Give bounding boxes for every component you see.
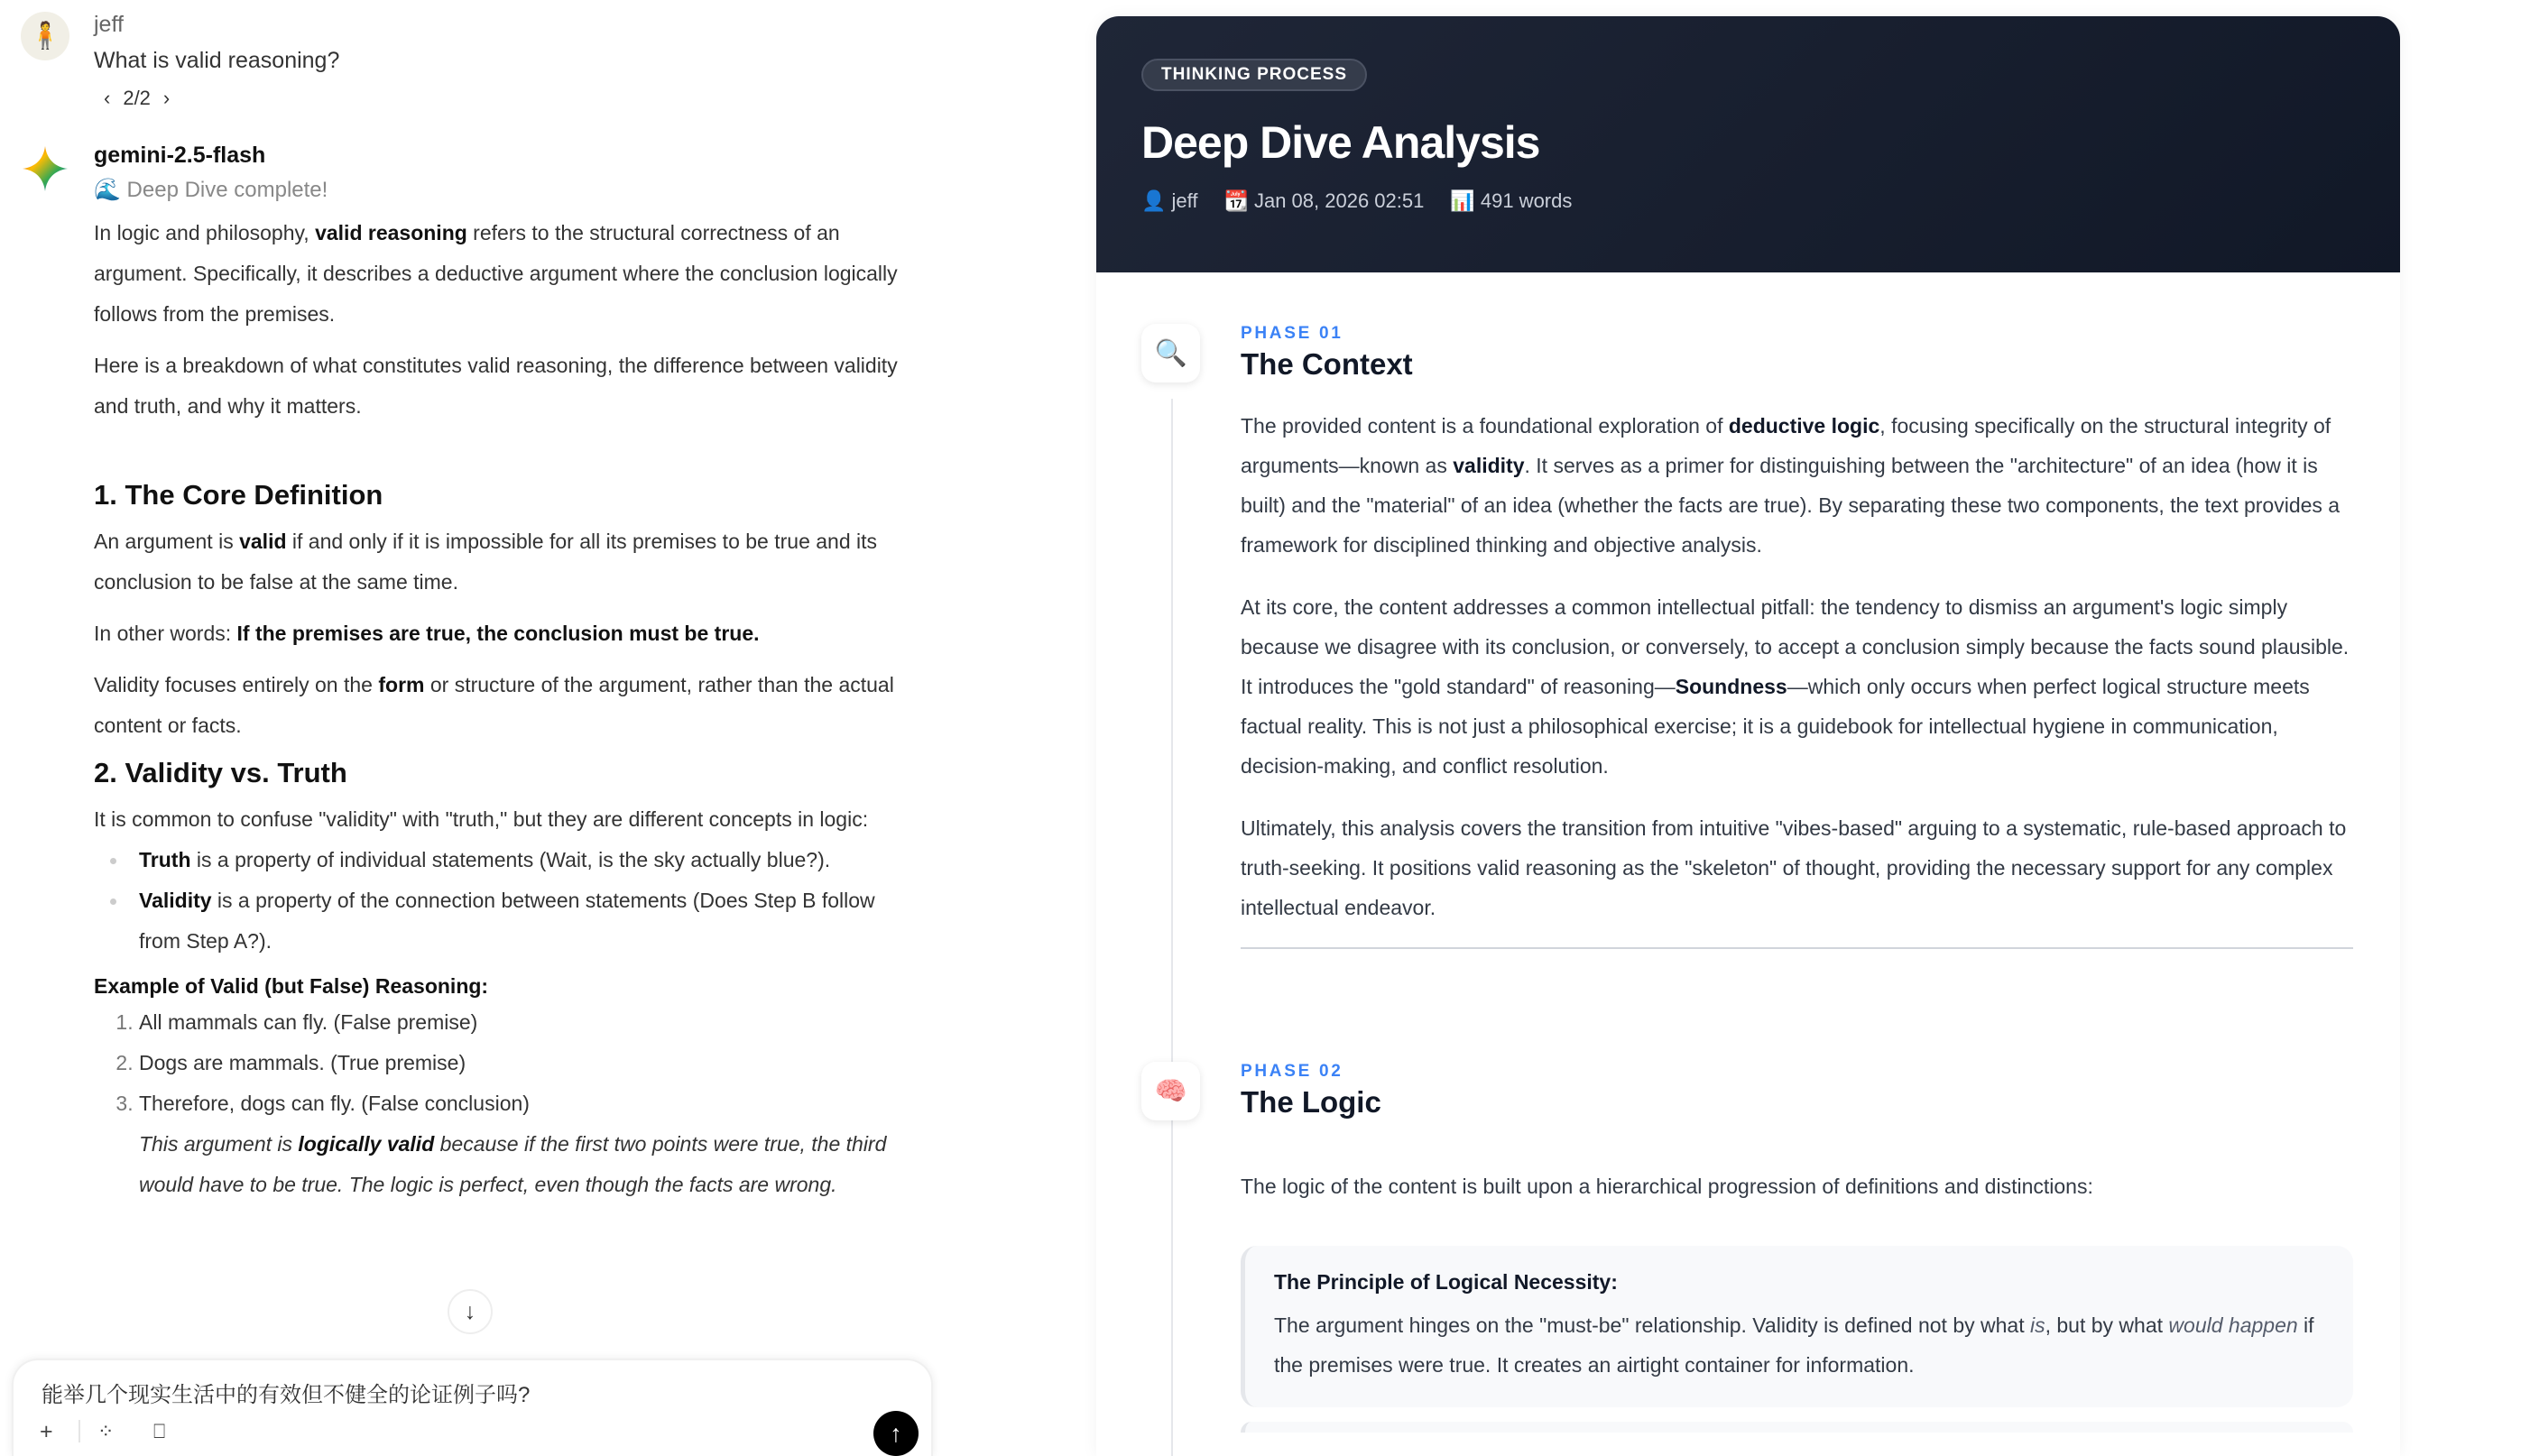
section-heading: 1. The Core Definition [94, 479, 383, 511]
paragraph [94, 613, 915, 654]
bold-text: If the premises are true, the conclusion must be true. [236, 622, 760, 645]
text-segment: , but by what [2045, 1313, 2169, 1337]
example-note [94, 1124, 915, 1205]
user-avatar-icon: 🧍 [21, 12, 69, 60]
text-segment: , focusing specifically on the structural integrity of arguments—known as [1241, 414, 2331, 477]
scroll-down-button[interactable] [448, 1289, 493, 1334]
section-heading: 2. Validity vs. Truth [94, 757, 347, 788]
paragraph [94, 799, 915, 840]
text-segment: . It serves as a primer for distinguishing between the "architecture" of an idea (how it is built) and the "material" of an idea (whether the facts are true). By separating these two components, the text provides a framework for disciplined thinking and objective analysis. [1241, 454, 2341, 557]
text-segment: if and only if it is impossible for all its premises to be true and its conclusion to be false at the same time. [94, 530, 878, 594]
text-segment: The provided content is a foundational exploration of [1241, 414, 1729, 438]
text-segment: Validity focuses entirely on the [94, 673, 379, 696]
message-composer [12, 1359, 933, 1456]
phase-title: The Logic [1241, 1085, 1381, 1119]
phase-title: The Context [1241, 347, 1413, 381]
text-segment: In other words: [94, 622, 237, 645]
arrow-down-icon: ↓ [464, 1298, 476, 1324]
date: 📆 Jan 08, 2026 02:51 [1223, 189, 1425, 212]
text-segment: is a property of the connection between statements (Does Step B follow from Step A?). [139, 889, 875, 953]
phase-label: PHASE 02 [1241, 1062, 1343, 1081]
bookmark-icon[interactable]: ⎕ [153, 1420, 166, 1442]
arrow-up-icon: ↑ [890, 1419, 902, 1447]
paragraph [1241, 406, 2353, 565]
bold-text: valid [239, 530, 287, 553]
brain-icon: 🧠 [1141, 1062, 1200, 1120]
bullet-list [94, 840, 915, 962]
bold-text: Validity [139, 889, 212, 912]
tools-icon[interactable]: ⁘ [97, 1420, 115, 1442]
text-segment: —which only occurs when perfect logical structure meets factual reality. This is not just a philosophical exercise; it is a guidebook for intellectual hygiene in communication, decision-making, and conflict resolution. [1241, 675, 2310, 778]
italic-text: is [2029, 1313, 2045, 1337]
thinking-panel [1096, 16, 2400, 1456]
bold-text: validity [1453, 454, 1525, 477]
text-segment: refers to the structural correctness of an argument. Specifically, it describes a deductive argument where the conclusion logically follows from the premises. [94, 221, 898, 326]
chevron-right-icon[interactable]: › [162, 87, 171, 109]
text-segment: The logic of the content is built upon a hierarchical progression of definitions and distinctions: [1241, 1175, 2093, 1198]
divider [78, 1420, 80, 1442]
magnifier-icon: 🔍 [1141, 324, 1200, 382]
bold-text: form [378, 673, 425, 696]
assistant-message [94, 143, 915, 1205]
plus-icon[interactable]: + [40, 1419, 53, 1444]
send-button[interactable] [873, 1411, 919, 1456]
text-segment: or structure of the argument, rather than the actual content or facts. [94, 673, 894, 737]
pager-count: 2/2 [123, 87, 151, 109]
text-segment: This argument is [139, 1132, 299, 1156]
paragraph [1241, 808, 2353, 927]
panel-meta [1141, 189, 1572, 213]
text-segment: is a property of individual statements (Wait, is the sky actually blue?). [190, 848, 831, 871]
numbered-list [94, 1002, 915, 1124]
user-message-text: What is valid reasoning? [94, 48, 340, 73]
next-card [1241, 1422, 2353, 1433]
text-segment: In logic and philosophy, [94, 221, 316, 244]
divider [1241, 947, 2353, 949]
list-item [139, 880, 915, 962]
text-segment: Here is a breakdown of what constitutes valid reasoning, the difference between validity and truth, and why it matters. [94, 354, 898, 418]
paragraph [94, 521, 915, 603]
text-segment: It is common to confuse "validity" with "truth," but they are different concepts in logic: [94, 807, 869, 831]
text-segment: Ultimately, this analysis covers the transition from intuitive "vibes-based" arguing to a systematic, rule-based approach to truth-seeking. It positions valid reasoning as the "skeleton" of thought, providing the necessary support for any complex intellectual endeavor. [1241, 816, 2347, 919]
author: 👤 jeff [1141, 189, 1198, 212]
example-heading: Example of Valid (but False) Reasoning: [94, 974, 489, 998]
message-input[interactable] [40, 1378, 855, 1405]
gemini-logo-icon [23, 146, 68, 191]
phase-label: PHASE 01 [1241, 324, 1343, 343]
user-name: jeff [94, 12, 124, 37]
panel-header [1096, 16, 2400, 272]
paragraph [1241, 1166, 2353, 1206]
bold-text: Truth [139, 848, 191, 871]
principle-card [1241, 1246, 2353, 1407]
deep-dive-status[interactable]: 🌊 Deep Dive complete! [94, 178, 328, 202]
text-segment: The argument hinges on the "must-be" relationship. Validity is defined not by what [1274, 1313, 2030, 1337]
thinking-process-badge: THINKING PROCESS [1141, 59, 1367, 91]
bold-text: deductive logic [1728, 414, 1880, 438]
panel-title: Deep Dive Analysis [1141, 117, 1540, 168]
timeline-line [1171, 399, 1173, 1456]
text-segment: because if the first two points were true, the third would have to be true. The logic is perfect, even though the facts are wrong. [139, 1132, 887, 1196]
bold-text: Soundness [1675, 675, 1787, 698]
italic-text: would happen [2168, 1313, 2298, 1337]
paragraph [94, 346, 915, 427]
version-pager [104, 87, 915, 110]
model-name: gemini-2.5-flash [94, 143, 266, 168]
list-item: 3. Therefore, dogs can fly. (False conclusion) [139, 1083, 915, 1124]
text-segment: An argument is [94, 530, 240, 553]
list-item: 2. Dogs are mammals. (True premise) [139, 1043, 915, 1083]
word-count: 📊 491 words [1450, 189, 1573, 212]
list-item: 1. All mammals can fly. (False premise) [139, 1002, 915, 1043]
card-title: The Principle of Logical Necessity: [1274, 1270, 1618, 1294]
card-text [1274, 1305, 2331, 1385]
bold-text: valid reasoning [315, 221, 467, 244]
paragraph [94, 213, 915, 335]
chevron-left-icon[interactable]: ‹ [104, 87, 111, 109]
bold-text: logically valid [298, 1132, 435, 1156]
text-segment: At its core, the content addresses a common intellectual pitfall: the tendency to dismiss an argument's logic simply because we disagree with its conclusion, or conversely, to accept a conclusion simply because the facts sound plausible. It introduces the "gold standard" of reasoning— [1241, 595, 2350, 698]
user-message [94, 12, 915, 110]
text-segment: if the premises were true. It creates an airtight container for information. [1274, 1313, 2314, 1377]
paragraph [1241, 587, 2353, 786]
list-item [139, 840, 915, 880]
paragraph [94, 665, 915, 746]
